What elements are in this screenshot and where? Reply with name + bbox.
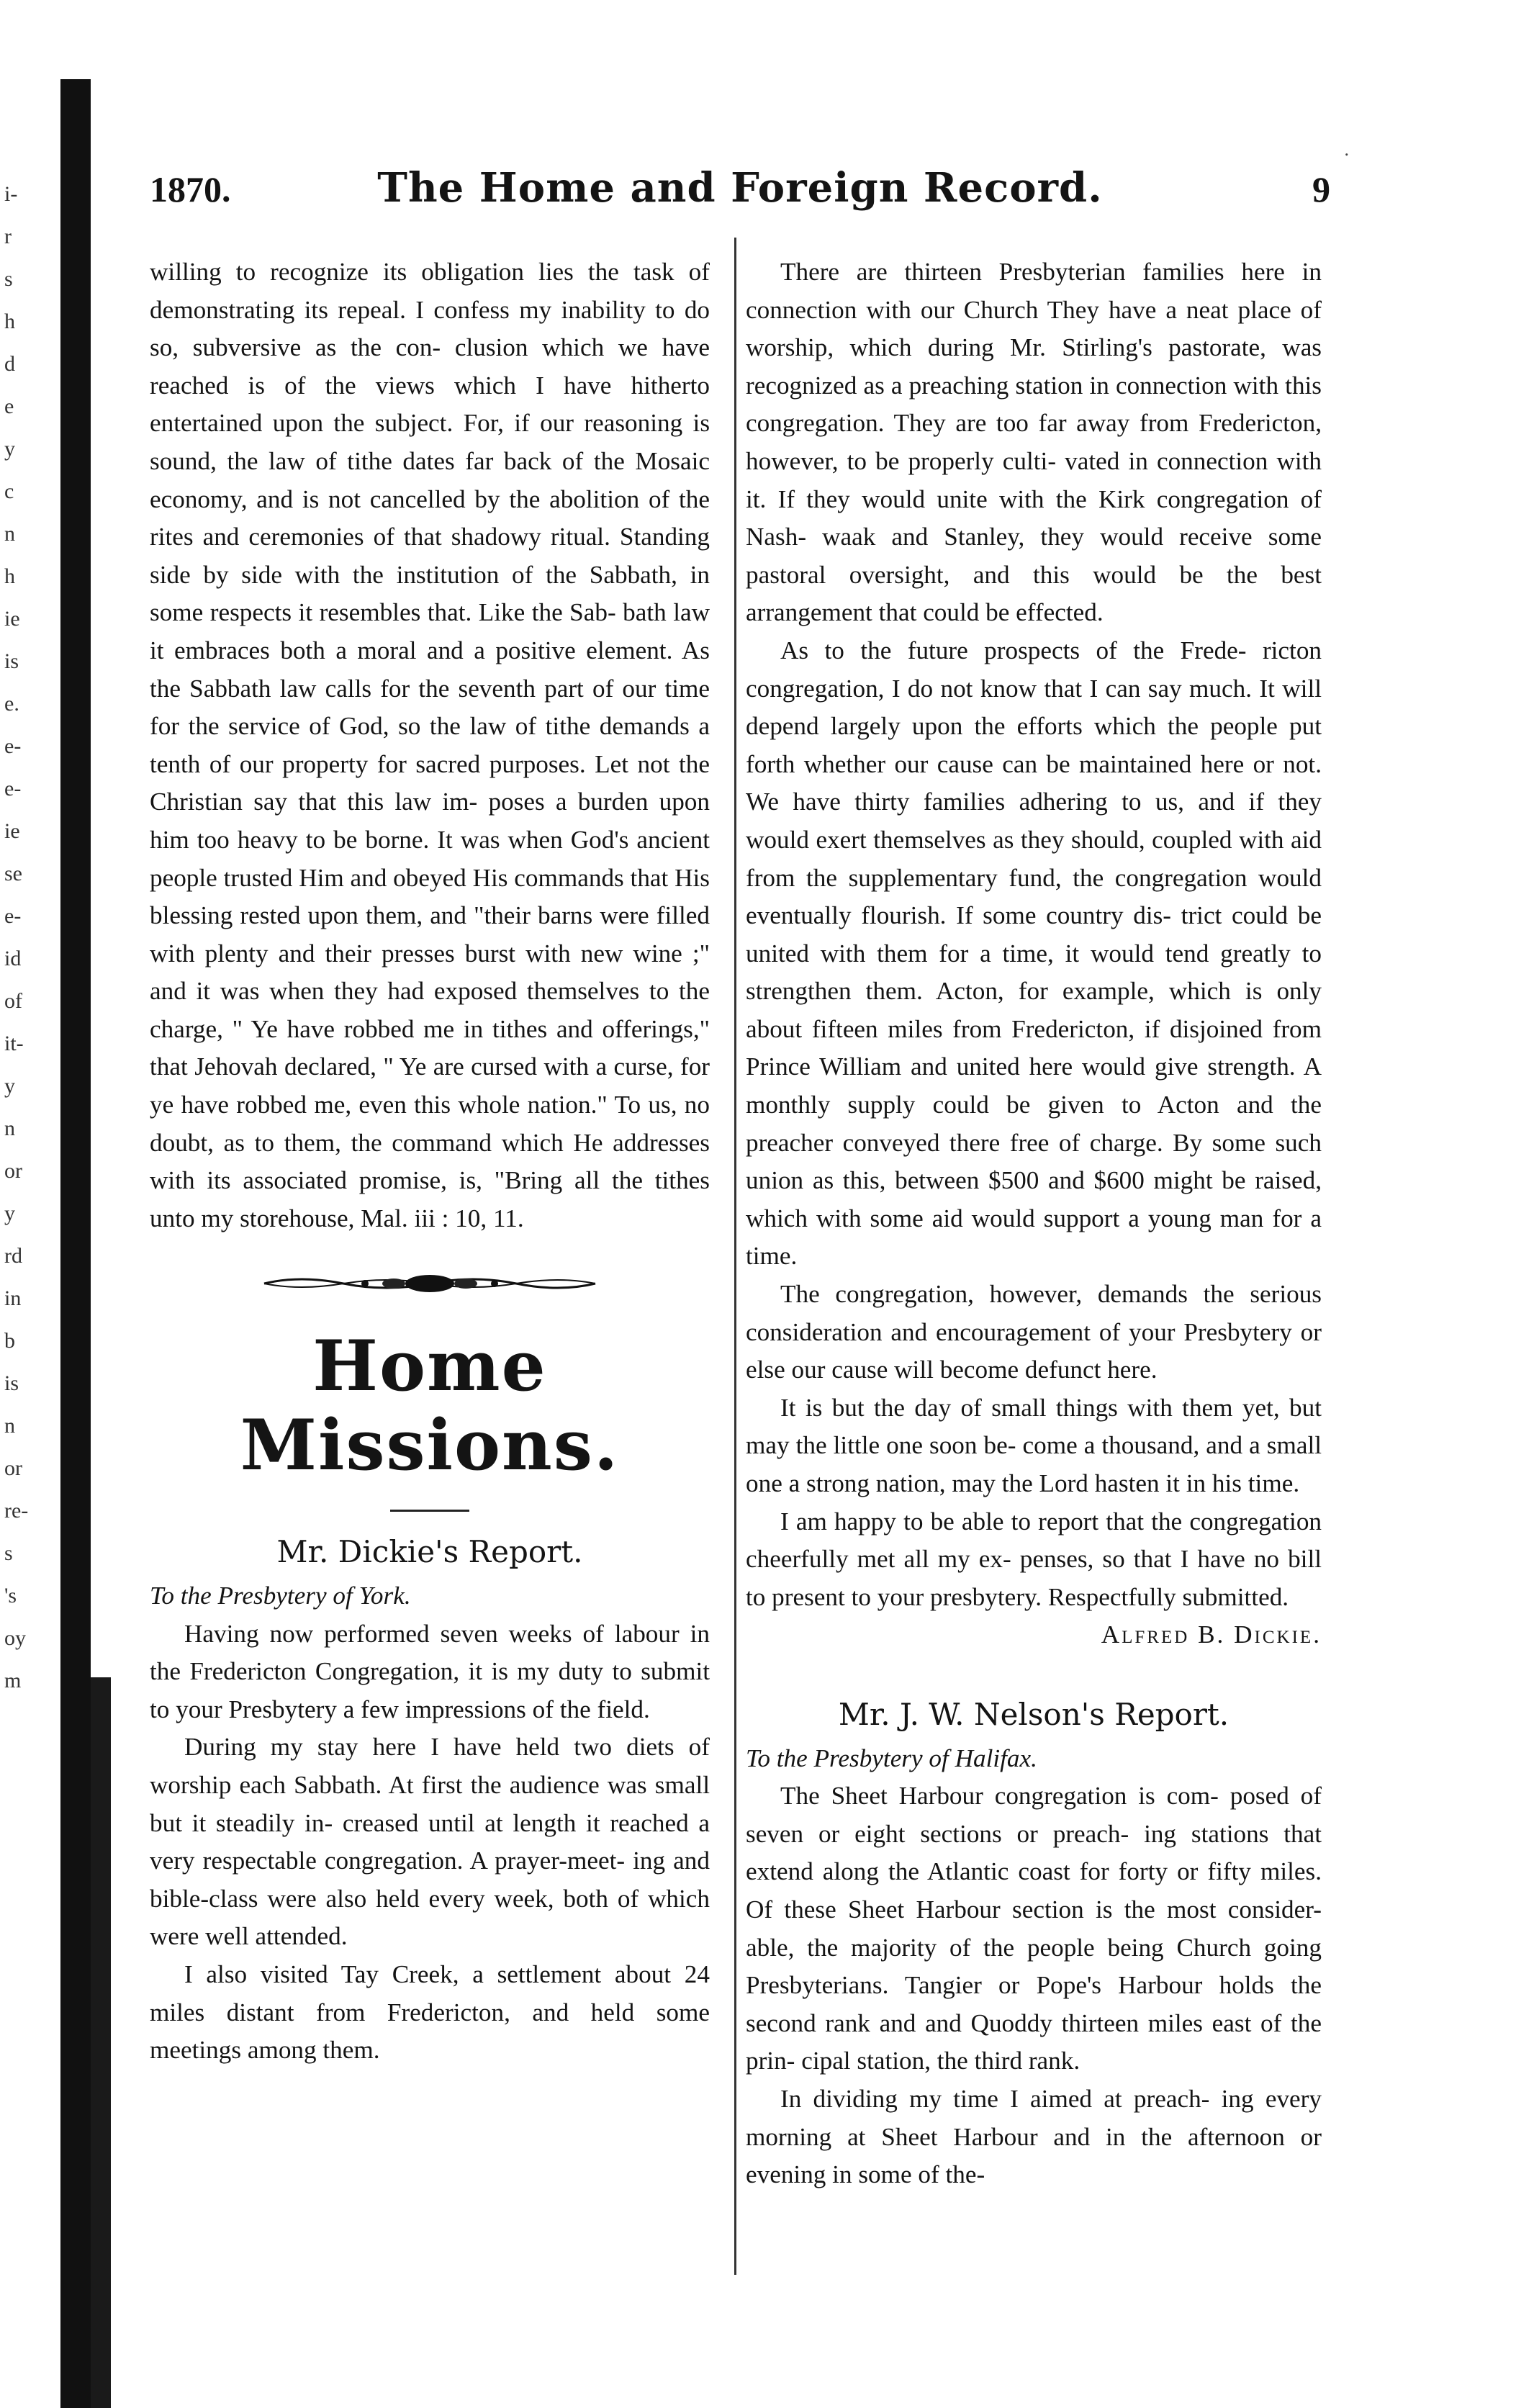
margin-fragment: h <box>4 564 15 588</box>
paragraph <box>746 1389 1322 1503</box>
margin-fragment: n <box>4 522 15 546</box>
text-line: time. <box>1247 1469 1300 1497</box>
text-line: ing stations that extend along the Atlantic <box>746 1819 1322 1886</box>
text-line: some pastoral oversight, and this would be <box>746 523 1322 589</box>
salutation: To the Presbytery of York. <box>150 1582 411 1610</box>
text-line: nation, may the Lord hasten it in his <box>875 1469 1242 1497</box>
text-line: ricton congregation, I do not know that I <box>746 636 1322 703</box>
margin-fragment: in <box>4 1286 22 1310</box>
text-line: eventually flourish. If some country dis- <box>746 901 1172 930</box>
text-line: trict could be united with them for a time, <box>746 901 1322 968</box>
text-line: task of demonstrating its repeal. I confess <box>150 258 710 324</box>
text-line: congregation cheerfully met all my ex- <box>746 1507 1322 1574</box>
text-line: a preaching station in connection with this <box>890 371 1322 400</box>
paragraph <box>746 1276 1322 1389</box>
text-line: that shadowy ritual. Standing side by side <box>150 523 710 589</box>
left-column <box>150 253 710 2070</box>
report-body-continued <box>746 253 1322 1616</box>
margin-fragment: i- <box>4 182 18 206</box>
margin-fragment: y <box>4 437 15 461</box>
text-line: congregation. They are too far away from <box>746 409 1189 438</box>
text-line: have a neat place of worship, which during <box>746 295 1322 362</box>
ornament-icon <box>257 1269 603 1298</box>
text-line: unite with the Kirk congregation of Nash- <box>746 484 1322 551</box>
text-line: diets of worship each Sabbath. At first <box>150 1733 710 1799</box>
margin-fragment: h <box>4 310 15 333</box>
corner-marks: . <box>1344 139 1349 160</box>
binding-shadow-lower <box>91 1677 111 2408</box>
margin-fragment: of <box>4 989 22 1013</box>
text-line: them yet, but may the little one soon be- <box>746 1393 1322 1460</box>
text-line: positive element. As the Sabbath law calls <box>150 636 710 703</box>
text-line: I am happy to be able to report that the <box>780 1507 1183 1536</box>
text-line: respectable congregation. A prayer-meet- <box>202 1846 626 1875</box>
tithe-article-continuation <box>150 253 710 1237</box>
text-line: penses, so that I have no bill to present to <box>746 1545 1322 1611</box>
text-line: few impressions of the field. <box>361 1695 650 1723</box>
text-line: your presbytery. Respectfully submitted. <box>877 1582 1289 1611</box>
margin-fragment: or <box>4 1159 22 1183</box>
text-line: a tenth of our property for sacred purposes. <box>150 712 710 778</box>
text-line: respects it resembles that. Like the Sab- <box>209 598 616 627</box>
text-line: come a thousand, and a small one a strong <box>746 1431 1322 1497</box>
section-heading: Home Missions. <box>240 1325 620 1487</box>
text-line: I also visited Tay Creek, a settlement <box>184 1960 602 1988</box>
text-line: was when they had exposed themselves to <box>220 977 669 1006</box>
margin-fragment: n <box>4 1414 15 1438</box>
text-line: Acton, for example, which is only about <box>746 977 1322 1043</box>
text-line: bath law it embraces both a moral and a <box>150 598 710 664</box>
text-line: of your Presbytery or else our cause will <box>746 1317 1322 1384</box>
text-line: views which I have hitherto entertained <box>150 371 710 438</box>
text-line: about 24 miles distant from Fredericton, <box>150 1960 710 2026</box>
report-body <box>150 1615 710 2070</box>
margin-fragment: s <box>4 1541 13 1565</box>
text-line: are cursed with a curse, for ye have robbed <box>150 1052 710 1119</box>
text-line: addresses with its associated promise, is, <box>150 1128 710 1195</box>
text-line: from Prince William and united here would <box>746 1014 1322 1081</box>
text-line: creased until at length it reached a very <box>150 1808 710 1875</box>
ornamental-divider <box>150 1269 710 1298</box>
margin-fragment: b <box>4 1329 15 1353</box>
text-line: give strength. A monthly supply could be <box>746 1052 1322 1119</box>
text-line: raised, which with some aid would support <box>746 1166 1322 1232</box>
text-line: serious consideration and encouragement <box>746 1280 1322 1346</box>
margin-fragment: re- <box>4 1499 29 1523</box>
margin-fragment: e- <box>4 904 22 928</box>
paragraph <box>150 1615 710 1729</box>
margin-fragment: y <box>4 1074 15 1098</box>
paragraph <box>746 253 1322 632</box>
paragraph <box>746 632 1322 1276</box>
text-line: as this, between $500 and $600 might be <box>812 1166 1246 1195</box>
text-line: Sheet Harbour section is the most consider- <box>848 1895 1322 1924</box>
text-line: the charge, " Ye have robbed me in tithes <box>150 977 710 1043</box>
text-line: doubt, as to them, the command which He <box>150 1128 603 1157</box>
margin-fragment: ie <box>4 607 20 631</box>
text-line: ing and bible-class were also held every <box>150 1846 710 1913</box>
margin-fragment: r <box>4 225 12 248</box>
margin-fragment: id <box>4 947 22 970</box>
column-divider <box>734 238 736 2275</box>
text-line: the audience was small but it steadily in- <box>150 1771 710 1837</box>
binding-shadow <box>60 79 91 2408</box>
text-line: It is but the day of small things with <box>780 1393 1173 1422</box>
text-line: waak and Stanley, they would receive <box>822 523 1253 551</box>
text-line: here in connection with our Church They <box>746 258 1322 324</box>
report-heading-2: Mr. J. W. Nelson's Report. <box>838 1696 1230 1732</box>
text-line: clusion which we have reached is of the <box>150 333 710 400</box>
text-line: given to Acton and the preacher conveyed <box>746 1091 1322 1157</box>
margin-fragment: c <box>4 479 14 503</box>
text-line: it would tend greatly to strengthen them. <box>746 939 1322 1006</box>
signature: Alfred B. Dickie. <box>1101 1620 1322 1649</box>
text-line: a young man for a time. <box>746 1204 1322 1271</box>
paragraph <box>746 1777 1322 2080</box>
text-line: and held some meetings among them. <box>150 1998 710 2065</box>
margin-fragment: e. <box>4 692 19 716</box>
margin-fragment: e- <box>4 777 22 801</box>
report-heading: Mr. Dickie's Report. <box>276 1534 583 1570</box>
text-line: labour in the Fredericton Congregation, it <box>150 1619 710 1686</box>
text-line: Let not the Christian say that this law im- <box>150 749 710 816</box>
text-line: sound, the law of tithe dates far back of the <box>150 446 625 475</box>
text-line: "Bring all the tithes unto my storehouse, <box>150 1166 710 1232</box>
margin-fragment: se <box>4 862 22 885</box>
right-column <box>746 253 1322 2194</box>
text-line: in the afternoon or evening in some of the- <box>746 2122 1322 2189</box>
text-line: ing every morning at Sheet Harbour and <box>746 2084 1322 2151</box>
text-line: Pope's Harbour holds the second rank and <box>746 1971 1322 2037</box>
margin-fragment: y <box>4 1201 15 1225</box>
text-line: Mal. iii : 10, 11. <box>361 1204 524 1232</box>
text-line: supplementary fund, the congregation would <box>848 863 1322 892</box>
text-line: upon the subject. For, if our reasoning is <box>272 409 710 438</box>
text-line: the efforts which the people put forth <box>746 712 1322 778</box>
text-line: the abolition of the rites and ceremonies of <box>150 484 710 551</box>
text-line: fifteen miles from Fredericton, if disjoined <box>811 1014 1263 1043</box>
margin-fragment: e <box>4 394 14 418</box>
text-line: my inability to do so, subversive as the con- <box>150 295 710 362</box>
text-line: their presses burst with new wine ;" and it <box>150 939 710 1006</box>
text-line: whether our cause can be maintained here <box>803 749 1245 778</box>
text-line: the best arrangement that could be effected. <box>746 560 1322 627</box>
text-line: week, both of which were well attended. <box>150 1884 710 1951</box>
paragraph <box>746 2080 1322 2194</box>
text-line: poses a burden upon him too heavy to be <box>150 788 710 854</box>
text-line: cipal station, the third rank. <box>801 2047 1080 2075</box>
header-year: 1870. <box>150 169 231 209</box>
text-line: Mr. Stirling's pastorate, was recognized as <box>746 333 1322 400</box>
paragraph <box>150 253 710 1237</box>
text-line: Mosaic economy, and is not cancelled by <box>150 446 710 513</box>
margin-fragment: e- <box>4 734 22 758</box>
margin-fragment: rd <box>4 1244 22 1268</box>
text-line: During my stay here I have held two <box>184 1733 613 1762</box>
text-line: or not. We have thirty families adhering <box>746 749 1322 816</box>
text-line: coast for forty or fifty miles. Of these <box>746 1857 1322 1924</box>
text-line: for the seventh part of our time for the <box>150 674 710 741</box>
text-line: posed of seven or eight sections or preach- <box>746 1782 1322 1848</box>
text-line: Church going Presbyterians. Tangier or <box>746 1933 1322 2000</box>
spacer <box>746 1654 1322 1692</box>
text-line: and offerings," that Jehovah declared, " Ye <box>150 1014 710 1081</box>
text-line: and Quoddy thirteen miles east of the prin- <box>746 2008 1322 2075</box>
paragraph <box>150 1728 710 1956</box>
margin-fragment: s <box>4 267 13 291</box>
paragraph <box>746 1503 1322 1617</box>
margin-fragment: ie <box>4 819 20 843</box>
report-body-2 <box>746 1777 1322 2194</box>
margin-fragment: m <box>4 1669 22 1692</box>
text-line: me, even this whole nation." To us, no <box>314 1091 710 1119</box>
text-line: to us, and if they would exert themselves as <box>746 788 1322 854</box>
text-line: able, the majority of the people being <box>746 1933 1164 1962</box>
short-rule <box>390 1510 469 1512</box>
text-line: with the institution of the Sabbath, in some <box>150 560 710 627</box>
text-line: there free of charge. By some such union <box>746 1128 1322 1195</box>
text-line: The congregation, however, demands the <box>780 1280 1235 1309</box>
running-header <box>144 139 1349 229</box>
text-line: that His blessing rested upon them, and <box>150 863 710 930</box>
text-line: become defunct here. <box>939 1356 1158 1384</box>
text-line: trusted Him and obeyed His commands <box>223 863 624 892</box>
text-line: "their barns were filled with plenty and <box>150 901 710 968</box>
margin-fragment: 's <box>4 1584 17 1607</box>
text-line: Fredericton, however, to be properly culti- <box>746 409 1322 475</box>
margin-fragment: is <box>4 1371 19 1395</box>
margin-fragment: it- <box>4 1032 24 1055</box>
text-line: Having now performed seven weeks of <box>184 1619 604 1648</box>
text-line: borne. It was when God's ancient people <box>150 825 710 892</box>
text-line: In dividing my time I aimed at preach- <box>780 2084 1210 2113</box>
text-line: they should, coupled with aid from the <box>746 825 1322 892</box>
margin-fragment: oy <box>4 1626 26 1650</box>
margin-fragment: is <box>4 649 19 673</box>
text-line: service of God, so the law of tithe demands <box>228 712 690 741</box>
text-line: The Sheet Harbour congregation is com- <box>780 1782 1219 1810</box>
text-line: willing to recognize its obligation lies the <box>150 258 619 286</box>
margin-fragment: n <box>4 1117 15 1140</box>
adjacent-page-fragments <box>4 173 62 1702</box>
page-number: 9 <box>1312 169 1330 209</box>
text-line: There are thirteen Presbyterian families <box>780 258 1224 286</box>
text-line: vated in connection with it. If they would <box>746 446 1322 513</box>
salutation-2: To the Presbytery of Halifax. <box>746 1744 1037 1772</box>
margin-fragment: or <box>4 1456 22 1480</box>
paragraph <box>150 1956 710 2070</box>
text-line: is my duty to submit to your Presbytery a <box>150 1657 710 1723</box>
journal-title: The Home and Foreign Record. <box>377 164 1103 212</box>
text-line: can say much. It will depend largely upon <box>746 674 1322 741</box>
margin-fragment: d <box>4 352 15 376</box>
text-line: As to the future prospects of the Frede- <box>780 636 1247 664</box>
